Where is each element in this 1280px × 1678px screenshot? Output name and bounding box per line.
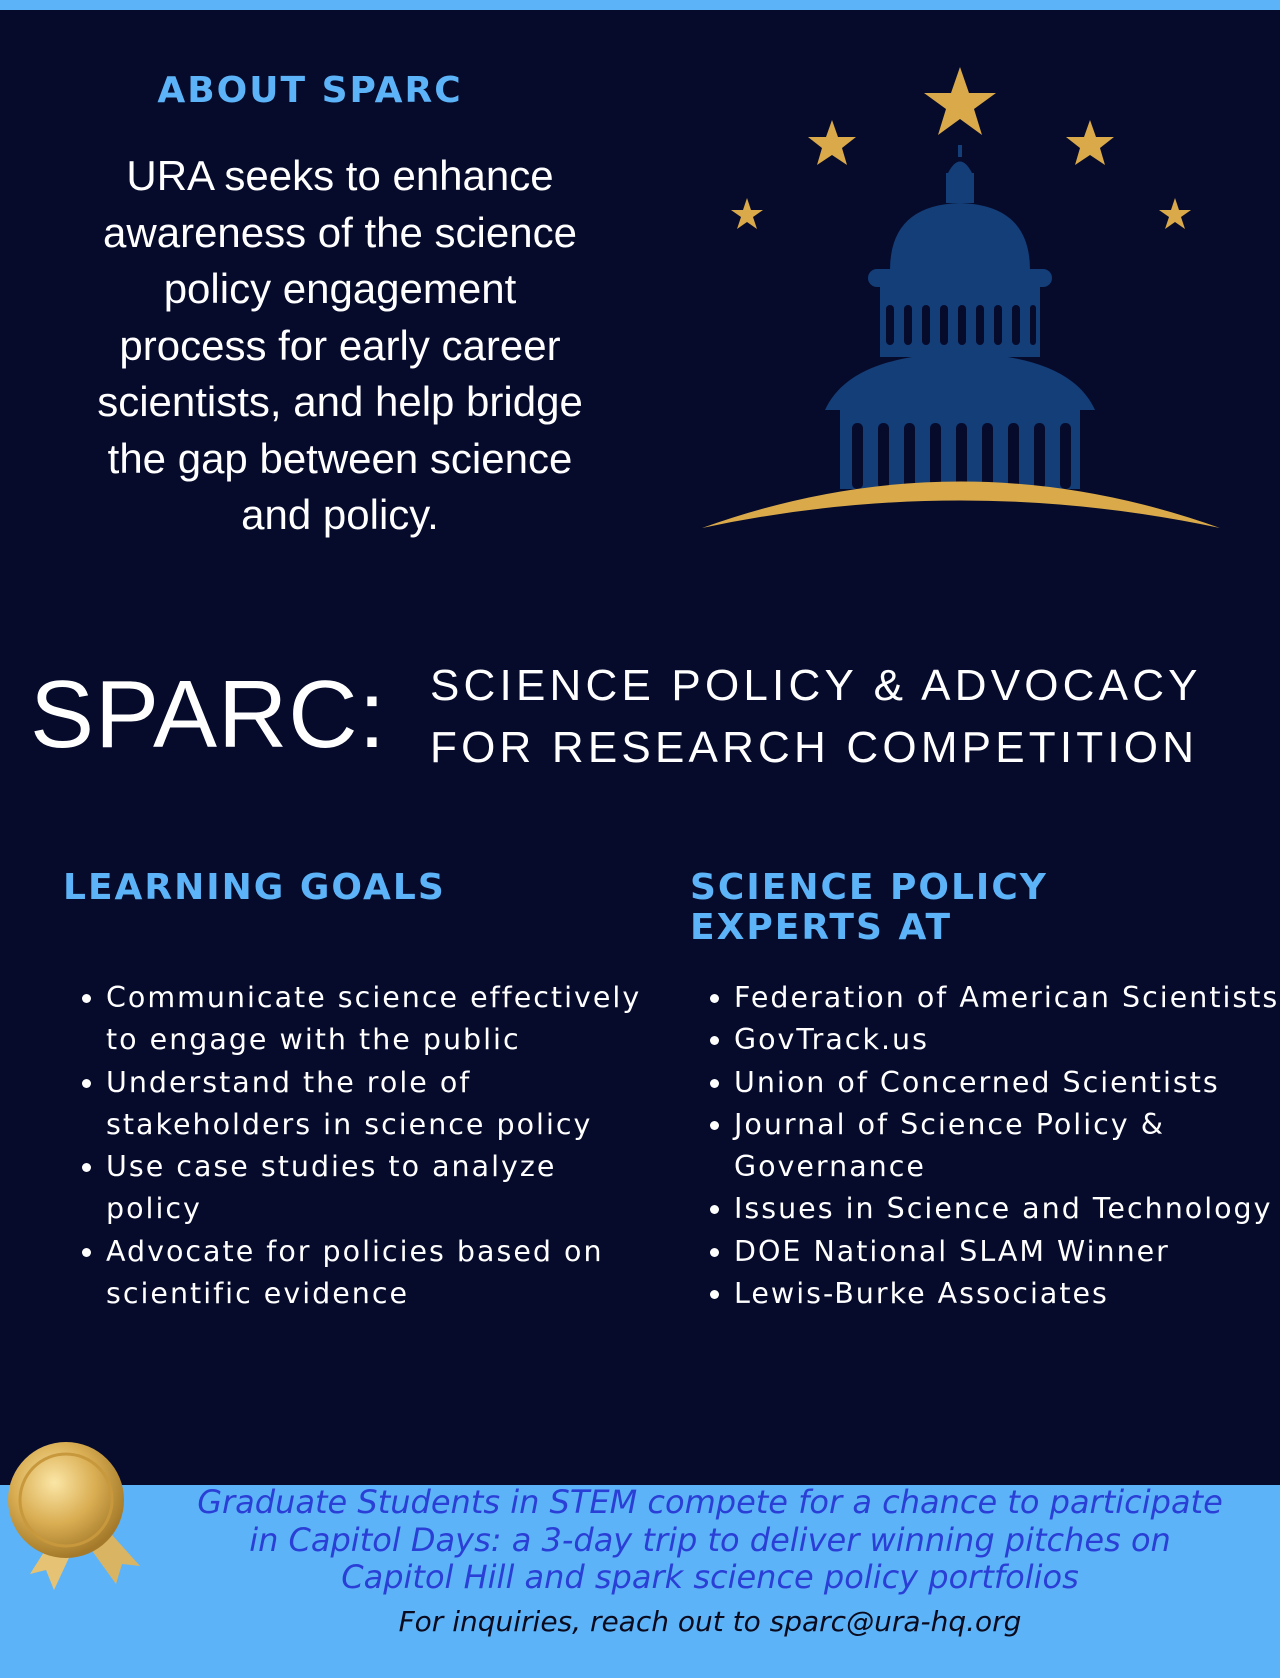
list-item: • DOE National SLAM Winner — [734, 1231, 1280, 1273]
list-item: • Journal of Science Policy & Governance — [734, 1104, 1280, 1189]
tagline-line: Graduate Students in STEM compete for a chance to participate — [197, 1483, 1223, 1521]
list-item: • Communicate science effectively to engage with the public — [106, 977, 646, 1062]
capitol-base-arc — [702, 482, 1220, 529]
sparc-subtitle — [430, 655, 1270, 779]
about-line: the gap between science — [107, 434, 573, 482]
list-item: • Federation of American Scientists — [734, 977, 1280, 1019]
list-item: • Union of Concerned Scientists — [734, 1062, 1280, 1104]
experts-heading-line: EXPERTS AT — [690, 907, 953, 948]
learning-goals-list — [62, 977, 646, 1315]
about-line: awareness of the science — [103, 208, 577, 256]
sparc-title: SPARC: — [30, 661, 387, 768]
list-item: • Use case studies to analyze policy — [106, 1146, 646, 1231]
about-line: policy engagement — [163, 265, 517, 312]
list-item: • GovTrack.us — [734, 1019, 1280, 1061]
contact-text: For inquiries, reach out to sparc@ura-hq.org — [398, 1605, 1022, 1638]
about-heading: ABOUT SPARC — [157, 70, 463, 111]
experts-heading — [690, 868, 1250, 948]
about-line: and policy. — [241, 491, 439, 538]
list-item: • Issues in Science and Technology — [734, 1188, 1280, 1230]
about-line: URA seeks to enhance — [126, 152, 554, 199]
capitol-dome-icon — [690, 55, 1240, 545]
about-description — [40, 148, 640, 544]
sparc-subtitle-line: SCIENCE POLICY & ADVOCACY — [430, 661, 1202, 710]
sparc-subtitle-line: FOR RESEARCH COMPETITION — [430, 723, 1199, 772]
award-medal-icon — [8, 1438, 148, 1598]
list-item: • Understand the role of stakeholders in science policy — [106, 1062, 646, 1147]
about-line: process for early career — [119, 321, 561, 369]
tagline-line: in Capitol Days: a 3-day trip to deliver winning pitches on — [249, 1520, 1171, 1559]
learning-goals-heading: LEARNING GOALS — [63, 867, 446, 908]
list-item: • Lewis-Burke Associates — [734, 1273, 1280, 1315]
experts-heading-line: SCIENCE POLICY — [690, 867, 1048, 908]
footer-tagline — [150, 1484, 1270, 1597]
tagline-line: Capitol Hill and spark science policy portfolios — [341, 1558, 1079, 1596]
experts-list — [690, 977, 1280, 1315]
about-line: scientists, and help bridge — [97, 378, 583, 425]
list-item: • Advocate for policies based on scientific evidence — [106, 1231, 646, 1316]
top-accent-strip — [0, 0, 1280, 10]
